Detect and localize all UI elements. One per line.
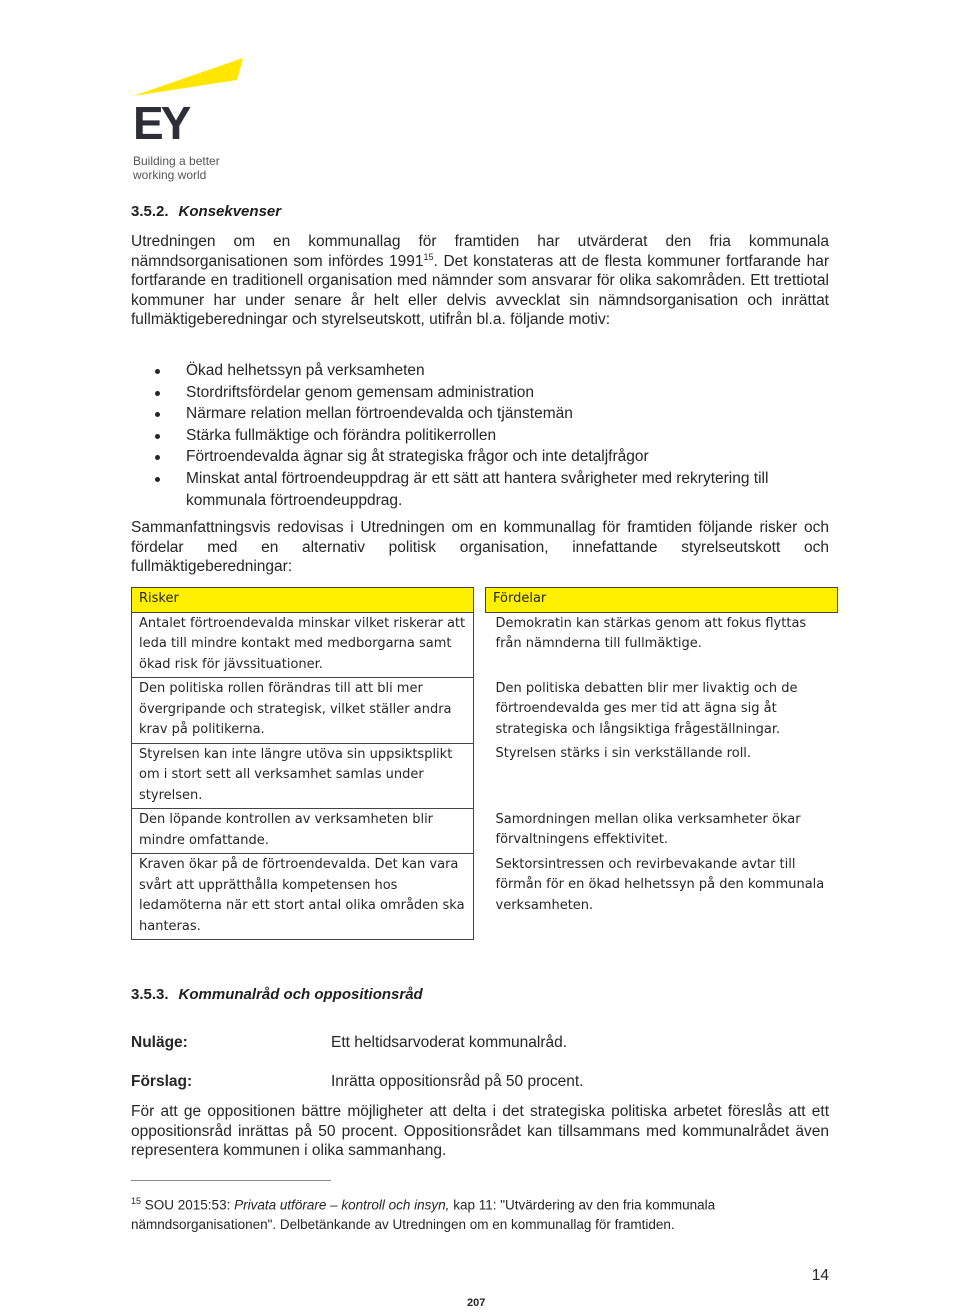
bullet-icon: [155, 369, 160, 374]
list-item: Minskat antal förtroendeuppdrag är ett sätt att hantera svårigheter med rekrytering till kommunala förtroendeuppdrag.: [155, 468, 845, 511]
forslag-value: Inrätta oppositionsråd på 50 procent.: [331, 1073, 584, 1090]
logo-beam-icon: [133, 58, 243, 102]
risks-header: Risker: [132, 588, 474, 613]
logo-tagline: Building a better working world: [133, 154, 220, 182]
motive-list: [155, 360, 845, 511]
risk-cell: Den politiska rollen förändras till att bli mer övergripande och strategisk, vilket ställer andra krav på politikerna.: [132, 678, 474, 744]
page-number: 14: [811, 1267, 829, 1284]
bullet-icon: [155, 455, 160, 460]
summary-paragraph: Sammanfattningsvis redovisas i Utredningen om en kommunallag för framtiden följande risker och fördelar med en alternativ politisk organisation, innefattande styrelseutskott och fullmäktigeberedningar:: [131, 519, 829, 575]
risk-cell: Styrelsen kan inte längre utöva sin uppsiktsplikt om i stort sett all verksamhet samlas under styrelsen.: [132, 743, 474, 809]
list-item: Stordriftsfördelar genom gemensam administration: [155, 382, 845, 404]
benefit-cell: Samordningen mellan olika verksamheter ökar förvaltningens effektivitet.: [495, 811, 801, 847]
table-row: [132, 809, 838, 854]
footnote-ref: 15: [423, 251, 434, 262]
section-heading-353: [131, 986, 423, 1003]
risk-cell: Den löpande kontrollen av verksamheten blir mindre omfattande.: [132, 809, 474, 854]
stamp-number: 207: [467, 1297, 486, 1309]
footnote: $^{15}$ SOU 2015:53: Privata utförare – kontroll och insyn, kap 11: "Utvärdering av den fria kommunala nämndsorganisationen". Delbetänkande av Utredningen om en kommunallag för framtiden.: [131, 1196, 716, 1232]
risk-cell: Kraven ökar på de förtroendevalda. Det kan vara svårt att upprätthålla kompetensen hos ledamöterna när ett stort antal olika områden ska hanteras.: [132, 854, 474, 940]
list-item: Förtroendevalda ägnar sig åt strategiska frågor och inte detaljfrågor: [155, 446, 845, 468]
forslag-label: Förslag:: [131, 1073, 193, 1090]
section-number: 3.5.3.: [131, 986, 169, 1003]
bullet-icon: [155, 412, 160, 417]
benefit-cell: Styrelsen stärks i sin verkställande roll.: [495, 746, 752, 761]
list-item: Stärka fullmäktige och förändra politikerrollen: [155, 425, 845, 447]
risk-cell: Antalet förtroendevalda minskar vilket riskerar att leda till mindre kontakt med medborgarna samt ökad risk för jävssituationer.: [132, 612, 474, 678]
table-row: [132, 678, 838, 744]
logo-wordmark: EY: [133, 97, 189, 149]
footnote-divider: [131, 1180, 331, 1181]
risks-benefits-table: [131, 587, 838, 940]
table-row: [132, 612, 838, 678]
nulage-label: Nuläge:: [131, 1034, 188, 1051]
intro-paragraph: Utredningen om en kommunallag för framtiden har utvärderat den fria kommunala nämndsorganisationen som infördes 1991$^{15}$. Det konstateras att de flesta kommuner fortfarande har fortfarande en traditionell organisation med nämnder som ansvarar för olika sakområden. Ett trettiotal kommuner har under senare år helt eller delvis avvecklat sin nämndsorganisation och inrättat fullmäktigeberedningar och styrelseutskott, utifrån bl.a. följande motiv:: [131, 233, 829, 328]
list-item: Närmare relation mellan förtroendevalda och tjänstemän: [155, 403, 845, 425]
bullet-icon: [155, 434, 160, 439]
bullet-icon: [155, 477, 160, 482]
benefits-header: Fördelar: [486, 588, 838, 613]
footnote-number: 15: [131, 1196, 142, 1206]
section-heading-352: [131, 203, 281, 220]
table-row: [132, 743, 838, 809]
benefit-cell: Den politiska debatten blir mer livaktig och de förtroendevalda ges mer tid att ägna sig åt strategiska och långsiktiga frågeställningar.: [495, 680, 798, 737]
benefit-cell: Sektorsintressen och revirbevakande avtar till förmån för en ökad helhetssyn på den kommunala verksamheten.: [495, 856, 825, 913]
table-row: [132, 854, 838, 940]
section-number: 3.5.2.: [131, 203, 169, 220]
nulage-value: Ett heltidsarvoderat kommunalråd.: [331, 1034, 568, 1051]
ey-logo: [133, 58, 253, 188]
section-title: Kommunalråd och oppositionsråd: [178, 986, 423, 1003]
opposition-paragraph: För att ge oppositionen bättre möjligheter att delta i det strategiska politiska arbetet föreslås att ett oppositionsråd inrättas på 50 procent. Oppositionsrådet kan tillsammans med kommunalrådet även representera kommunen i olika sammanhang.: [131, 1103, 829, 1159]
table-header-row: [132, 588, 838, 613]
benefit-cell: Demokratin kan stärkas genom att fokus flyttas från nämnderna till fullmäktige.: [495, 615, 807, 651]
bullet-icon: [155, 391, 160, 396]
section-title: Konsekvenser: [178, 203, 282, 220]
list-item: Ökad helhetssyn på verksamheten: [155, 360, 845, 382]
